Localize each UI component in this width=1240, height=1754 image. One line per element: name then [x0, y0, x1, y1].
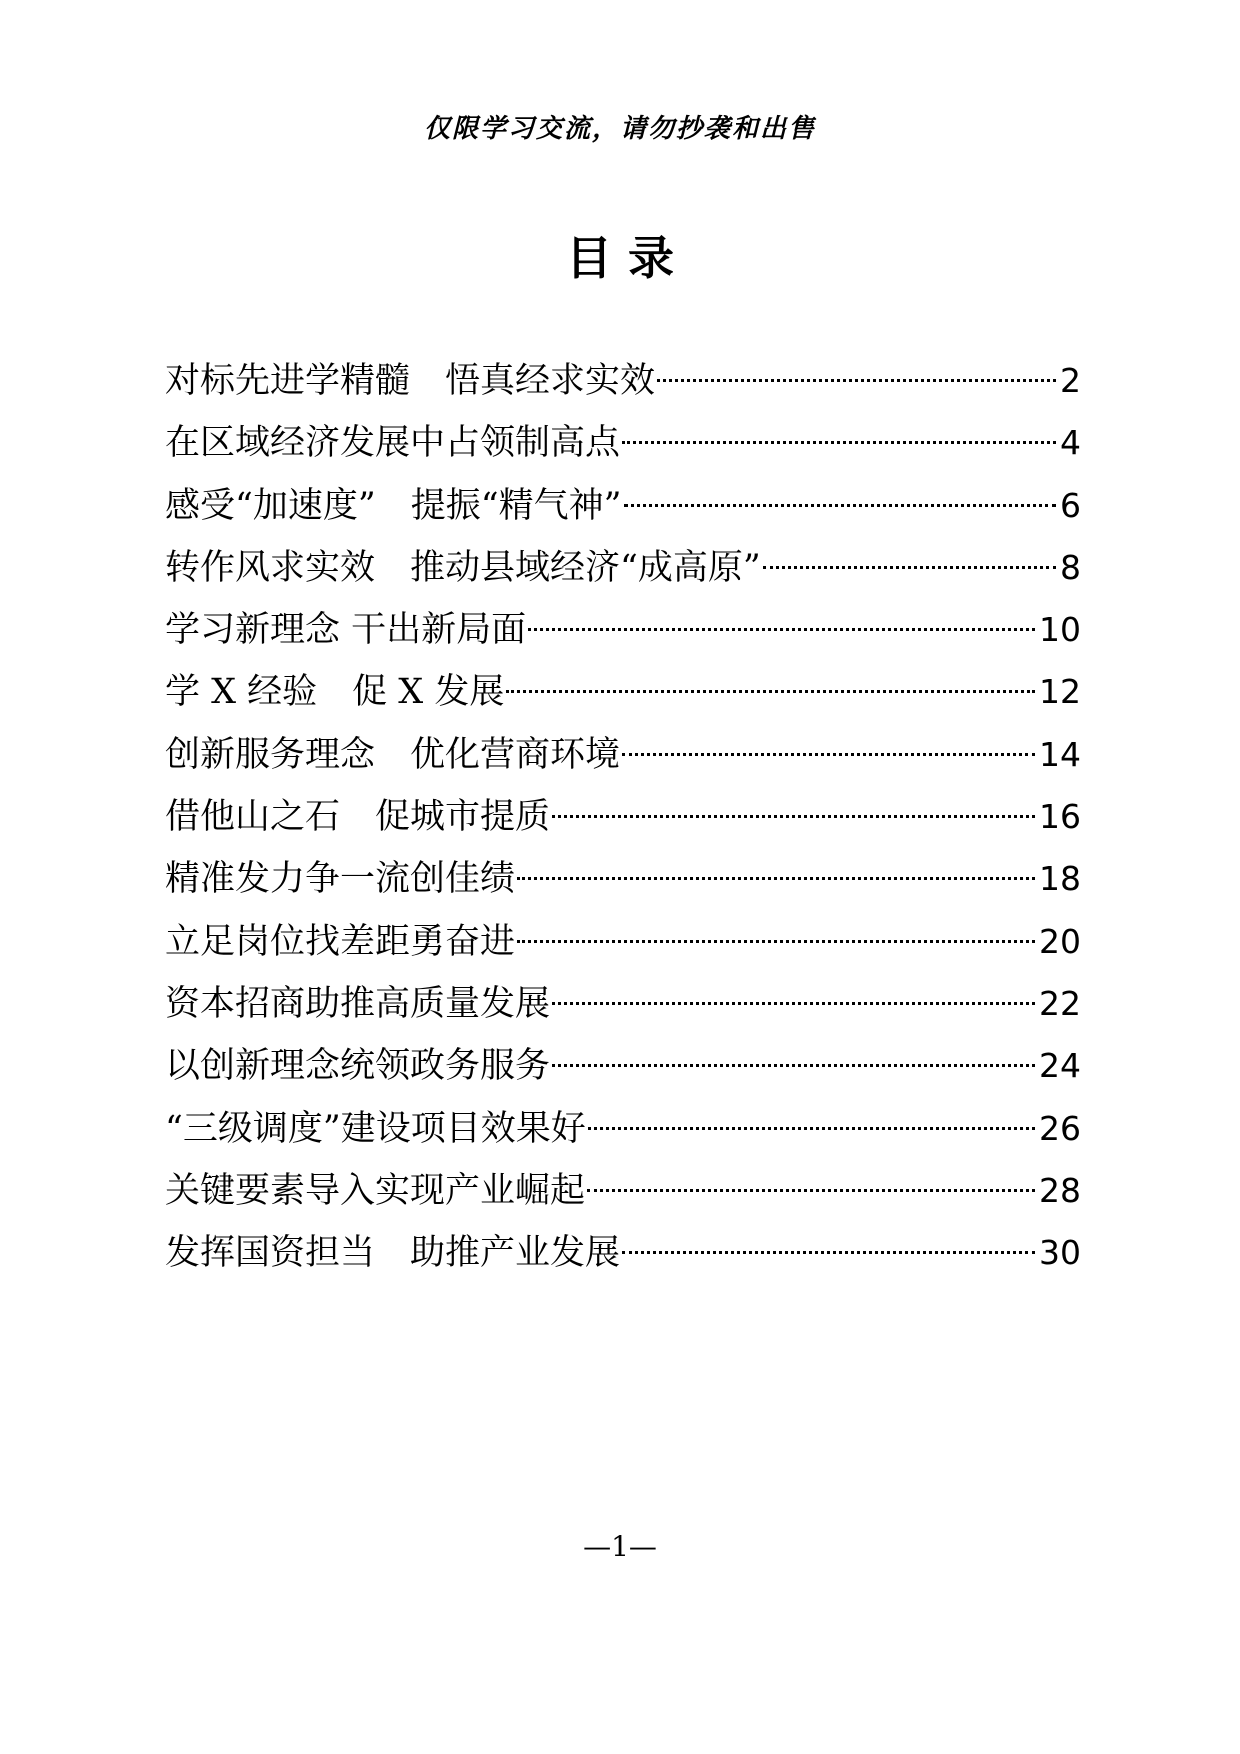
toc-entry[interactable]	[165, 1098, 1081, 1160]
toc-entry-title: “三级调度”建设项目效果好	[165, 1108, 586, 1149]
toc-entry-page: 20	[1039, 921, 1081, 961]
toc-entry-page: 30	[1039, 1233, 1081, 1273]
toc-entry-title: 转作风求实效 推动县域经济“成高原”	[165, 547, 761, 588]
header-notice: 仅限学习交流，请勿抄袭和出售	[423, 114, 816, 144]
toc-entry-title: 感受“加速度” 提振“精气神”	[165, 485, 622, 526]
toc-dot-leader	[622, 1251, 1035, 1254]
toc-entry[interactable]	[165, 475, 1081, 537]
toc-entry-page: 12	[1039, 672, 1081, 712]
toc-entry-title: 资本招商助推高质量发展	[165, 983, 551, 1024]
toc-entry[interactable]	[165, 661, 1081, 723]
toc-entry-page: 6	[1060, 485, 1081, 525]
toc-entry-title: 立足岗位找差距勇奋进	[165, 921, 516, 962]
toc-entry-page: 28	[1039, 1170, 1081, 1210]
toc-entry[interactable]	[165, 599, 1081, 661]
toc-dot-leader	[528, 628, 1035, 631]
toc-entry[interactable]	[165, 537, 1081, 599]
toc-entry[interactable]	[165, 1160, 1081, 1222]
toc-dot-leader	[624, 504, 1056, 507]
toc-entry-page: 22	[1039, 983, 1081, 1023]
table-of-contents	[165, 350, 1081, 1284]
toc-entry[interactable]	[165, 848, 1081, 910]
toc-entry[interactable]	[165, 1222, 1081, 1284]
toc-dot-leader	[588, 1127, 1035, 1130]
toc-entry[interactable]	[165, 412, 1081, 474]
toc-entry-title: 创新服务理念 优化营商环境	[165, 734, 621, 775]
toc-entry-page: 2	[1060, 361, 1081, 400]
toc-entry-page: 8	[1060, 547, 1081, 587]
toc-entry[interactable]	[165, 350, 1081, 412]
toc-entry-title: 在区域经济发展中占领制高点	[165, 423, 621, 464]
toc-dot-leader	[587, 1189, 1035, 1192]
toc-entry-title: 关键要素导入实现产业崛起	[165, 1170, 586, 1211]
toc-dot-leader	[552, 1064, 1035, 1067]
toc-entry-title: 借他山之石 促城市提质	[165, 797, 551, 838]
toc-entry-page: 4	[1060, 423, 1081, 463]
toc-dot-leader	[552, 815, 1035, 818]
toc-dot-leader	[506, 690, 1035, 693]
toc-dot-leader	[517, 940, 1035, 943]
toc-entry-page: 10	[1039, 610, 1081, 650]
toc-entry[interactable]	[165, 724, 1081, 786]
toc-entry-title: 学 X 经验 促 X 发展	[165, 672, 505, 713]
toc-entry-page: 18	[1039, 859, 1081, 899]
toc-entry-title: 精准发力争一流创佳绩	[165, 859, 516, 900]
toc-dot-leader	[657, 379, 1056, 382]
toc-entry-page: 14	[1039, 734, 1081, 774]
toc-dot-leader	[622, 441, 1056, 444]
toc-dot-leader	[517, 877, 1035, 880]
page-title: 目 录	[565, 231, 674, 285]
toc-dot-leader	[763, 566, 1056, 569]
toc-entry-title: 以创新理念统领政务服务	[165, 1046, 551, 1087]
toc-entry-title: 发挥国资担当 助推产业发展	[165, 1233, 621, 1274]
toc-entry-title: 对标先进学精髓 悟真经求实效	[165, 361, 656, 401]
toc-dot-leader	[622, 753, 1035, 756]
toc-dot-leader	[552, 1002, 1035, 1005]
toc-entry-title: 学习新理念 干出新局面	[165, 610, 527, 651]
toc-entry-page: 16	[1039, 797, 1081, 837]
toc-entry[interactable]	[165, 786, 1081, 848]
toc-entry[interactable]	[165, 911, 1081, 973]
toc-entry-page: 24	[1039, 1046, 1081, 1086]
page-number-footer: —1—	[583, 1530, 657, 1563]
toc-entry[interactable]	[165, 973, 1081, 1035]
toc-entry-page: 26	[1039, 1108, 1081, 1148]
toc-entry[interactable]	[165, 1035, 1081, 1097]
